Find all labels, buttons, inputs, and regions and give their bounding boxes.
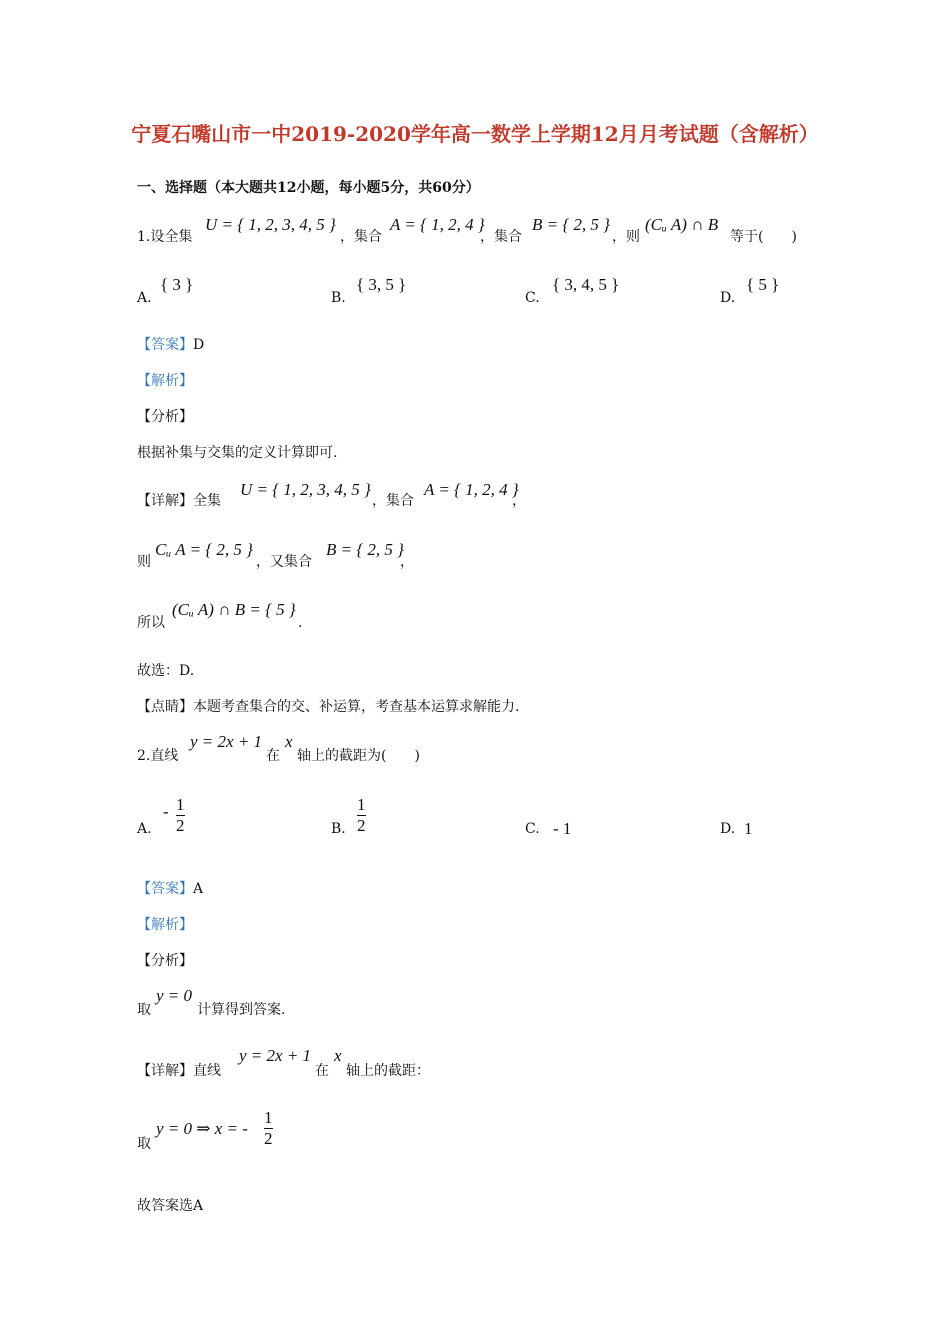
q1-analysis-tag: 【解析】 (137, 373, 193, 389)
q2-solve-expr: y = 0 ⇒ x = - (156, 1119, 248, 1138)
q2-solve-fraction (264, 1109, 273, 1148)
q2-option-d-label: D. (720, 821, 736, 837)
q1-line-set-b-expr: B = { 2, 5 } (326, 540, 404, 559)
q1-line-so: 所以 (137, 615, 165, 631)
q1-option-a-label: A. (137, 290, 152, 306)
q2-answer-value: A (193, 881, 204, 897)
q1-choice: 故选：D. (137, 663, 195, 679)
q1-detail-prefix: 【详解】全集 (137, 493, 221, 509)
q2-detail-axis-var: x (334, 1046, 342, 1065)
q2-take-prefix: 取 (137, 1002, 151, 1018)
q1-answer-line (137, 336, 204, 354)
q1-breakdown-tag: 【分析】 (137, 409, 193, 425)
q1-result-expr: (Cᵤ A) ∩ B = { 5 } (172, 600, 296, 619)
q2-detail-text-on: 在 (315, 1063, 329, 1079)
q2-option-d-value: 1 (744, 819, 753, 838)
q1-universe-expr: U = { 1, 2, 3, 4, 5 } (205, 215, 336, 234)
q2-detail-prefix: 【详解】直线 (137, 1063, 221, 1079)
q2-option-a-denominator: 2 (176, 816, 185, 835)
q1-option-c-value: { 3, 4, 5 } (552, 275, 620, 294)
q2-take-expr: y = 0 (156, 986, 193, 1005)
comment-tag: 【点睛】 (137, 699, 193, 715)
q1-text-equals: 等于( ) (730, 229, 797, 245)
q2-solve-denominator: 2 (264, 1129, 273, 1148)
question-1-prefix: 1.设全集 (137, 229, 193, 245)
q1-text-set-a: ，集合 (340, 229, 382, 245)
q2-answer-line (137, 880, 203, 898)
q1-option-c-label: C. (525, 290, 540, 306)
q2-axis-var: x (285, 732, 293, 751)
q1-option-b-label: B. (331, 290, 346, 306)
answer-tag: 【答案】 (137, 337, 193, 353)
q1-detail-text-set-a: ，集合 (372, 493, 414, 509)
q2-detail-line-expr: y = 2x + 1 (239, 1046, 312, 1065)
q1-option-d-value: { 5 } (746, 275, 780, 294)
q1-text-also-set: ，又集合 (256, 554, 312, 570)
q2-solve-prefix: 取 (137, 1136, 151, 1152)
page-title: 宁夏石嘴山市一中2019-2020学年高一数学上学期12月月考试题（含解析） (131, 122, 819, 146)
q2-option-b-label: B. (331, 821, 346, 837)
answer-tag: 【答案】 (137, 881, 193, 897)
q1-option-d-label: D. (720, 290, 736, 306)
section-heading: 一、选择题（本大题共12小题，每小题5分，共60分） (137, 180, 480, 196)
q2-detail-text: 轴上的截距： (346, 1063, 430, 1079)
q2-option-c-value: - 1 (553, 819, 572, 838)
q1-text-set-b: ，集合 (480, 229, 522, 245)
q1-detail-set-a-expr: A = { 1, 2, 4 } (424, 480, 519, 499)
question-2-prefix: 2.直线 (137, 748, 179, 764)
q2-option-a-numerator: 1 (176, 795, 185, 814)
q1-line-comma: ， (400, 554, 414, 570)
q1-answer-value: D (193, 337, 205, 353)
q1-text-then: ，则 (612, 229, 640, 245)
q2-option-c-label: C. (525, 821, 540, 837)
q2-analysis-tag: 【解析】 (137, 917, 193, 933)
q1-option-b-value: { 3, 5 } (356, 275, 407, 294)
q2-line-expr: y = 2x + 1 (190, 732, 263, 751)
q1-complement-expr: Cᵤ A = { 2, 5 } (155, 540, 253, 559)
q1-comment-text: 本题考查集合的交、补运算，考查基本运算求解能力. (193, 699, 520, 715)
q1-set-a-expr: A = { 1, 2, 4 } (390, 215, 485, 234)
q1-option-a-value: { 3 } (160, 275, 194, 294)
q2-option-b-denominator: 2 (357, 816, 366, 835)
q1-detail-universe-expr: U = { 1, 2, 3, 4, 5 } (240, 480, 371, 499)
q2-option-b-fraction (357, 796, 366, 835)
q1-line-then: 则 (137, 554, 151, 570)
q2-final: 故答案选A (137, 1198, 204, 1214)
q1-question-expr: (Cᵤ A) ∩ B (645, 215, 719, 234)
q1-detail-comma: ， (512, 493, 526, 509)
q2-option-b-numerator: 1 (357, 795, 366, 814)
q2-option-a-fraction (176, 796, 185, 835)
q2-breakdown-tag: 【分析】 (137, 953, 193, 969)
q2-option-a-sign: - (163, 802, 169, 821)
q1-result-period: . (298, 615, 303, 631)
q1-breakdown-text: 根据补集与交集的定义计算即可. (137, 445, 338, 461)
q2-solve-numerator: 1 (264, 1108, 273, 1127)
q1-comment (137, 698, 519, 716)
q1-set-b-expr: B = { 2, 5 } (532, 215, 610, 234)
q2-option-a-label: A. (137, 821, 152, 837)
q2-question-text: 轴上的截距为( ) (297, 748, 420, 764)
q2-breakdown-text: 计算得到答案. (197, 1002, 286, 1018)
q2-text-on: 在 (266, 748, 280, 764)
